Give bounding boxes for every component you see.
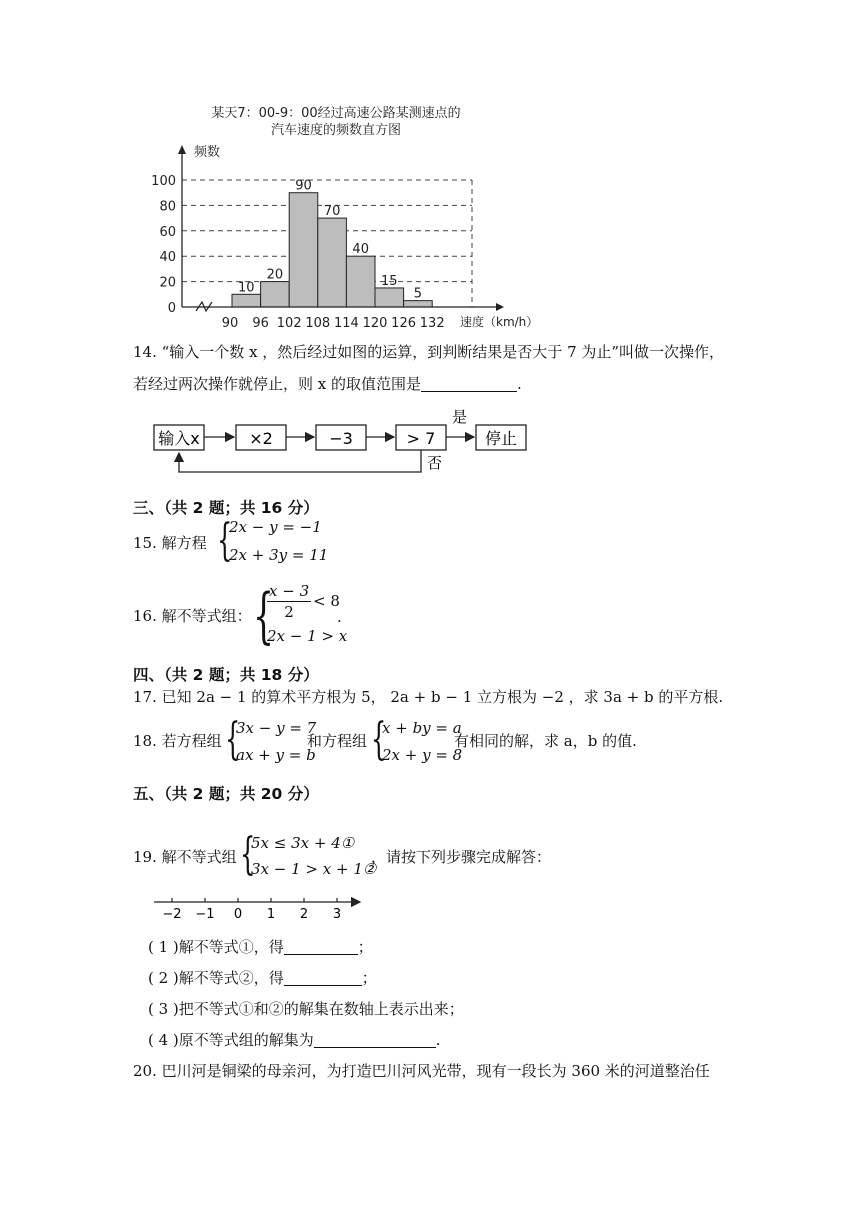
q15-label	[133, 533, 207, 553]
q16-period: .	[337, 608, 342, 626]
q14-answer-blank[interactable]	[421, 375, 517, 392]
q19-pre-text: 解不等式组	[161, 848, 237, 866]
number-line-label: 1	[266, 907, 276, 922]
q19-step1-text: ( 1 )解不等式①，得	[148, 938, 284, 956]
flow-no-label: 否	[427, 454, 443, 472]
q15-text: 解方程	[161, 534, 207, 552]
q19-step4-blank[interactable]	[314, 1031, 436, 1048]
x-tick-label: 126	[391, 316, 417, 331]
q14-number: 14.	[133, 343, 157, 361]
q15-eq2: 2x + 3y = 11	[229, 546, 329, 564]
q20	[133, 1061, 710, 1081]
q19-eq1: 5x ≤ 3x + 4①	[251, 834, 355, 852]
q18-number: 18.	[133, 732, 157, 750]
number-line-label: 3	[332, 907, 342, 922]
q16-fraction-denominator: 2	[284, 603, 294, 621]
q15-brace: {	[217, 515, 233, 566]
q19-step2	[148, 968, 377, 988]
number-line-label: −2	[162, 907, 182, 922]
q19-eq2: 3x − 1 > x + 1②	[251, 860, 377, 878]
number-line-label: 0	[233, 907, 243, 922]
histogram-bar	[318, 218, 347, 307]
x-tick-label: 132	[419, 316, 445, 331]
q14-line1	[133, 342, 724, 362]
axis-break-mark	[196, 302, 212, 311]
q17-text: 已知 2a − 1 的算术平方根为 5， 2a + b − 1 立方根为 −2 ，求 3a + b 的平方根.	[161, 688, 724, 706]
q16-ineq1-rest: < 8	[313, 592, 340, 610]
chart-title-line2: 汽车速度的频数直方图	[270, 123, 402, 138]
flow-subtract-label: −3	[329, 429, 353, 448]
q18-sys2-eq1: x + by = a	[382, 719, 462, 737]
bar-value-label: 10	[238, 280, 255, 296]
number-line-label: 2	[299, 907, 309, 922]
q18-brace-1: {	[225, 714, 241, 765]
flow-arrow-loop	[179, 450, 421, 472]
q18-sys1-eq1: 3x − y = 7	[236, 719, 317, 737]
q19-step1-blank[interactable]	[284, 938, 358, 955]
bar-value-label: 15	[381, 273, 398, 289]
q15-eq1: 2x − y = −1	[229, 518, 322, 536]
section-3-heading: 三、（共 2 题；共 16 分）	[133, 499, 319, 517]
x-tick-label: 102	[276, 316, 302, 331]
q14-line2	[133, 374, 522, 394]
q18-post-text: 有相同的解，求 a，b 的值.	[454, 732, 637, 750]
q16-number: 16.	[133, 607, 157, 625]
q17	[133, 687, 723, 707]
y-tick-label: 100	[151, 174, 176, 189]
q16-fraction-numerator: x − 3	[269, 582, 310, 600]
q18-pre-text: 若方程组	[161, 732, 222, 750]
q19-step4-text: ( 4 )原不等式组的解集为	[148, 1031, 314, 1049]
y-tick-label: 80	[159, 199, 176, 215]
bar-value-label: 5	[413, 286, 423, 302]
q18-sys2-eq2: 2x + y = 8	[382, 746, 463, 764]
q19-post-text: ，请按下列步骤完成解答：	[371, 848, 552, 866]
q19-step2-blank[interactable]	[284, 969, 362, 986]
q20-number: 20.	[133, 1062, 157, 1080]
q18-mid-text: 和方程组	[307, 732, 368, 750]
chart-title-line1: 某天7：00-9：00经过高速公路某测速点的	[211, 106, 461, 121]
bar-value-label: 40	[352, 242, 369, 258]
q15-number: 15.	[133, 534, 157, 552]
flow-stop-label: 停止	[484, 429, 518, 448]
chart-x-axis-label: 速度（km/h）	[460, 315, 539, 329]
q16-text: 解不等式组：	[161, 607, 252, 625]
q19-step1-semicolon: ；	[357, 938, 373, 956]
histogram-bar	[289, 193, 318, 307]
bar-value-label: 70	[323, 204, 341, 220]
y-tick-label: 60	[159, 224, 176, 240]
operation-flowchart	[148, 406, 538, 481]
number-line-label: −1	[195, 907, 215, 922]
flow-input-label: 输入x	[158, 429, 200, 448]
frequency-histogram	[140, 100, 560, 335]
q14-text-line1: “输入一个数 x ，然后经过如图的运算，到判断结果是否大于 7 为止”叫做一次操作，	[161, 343, 725, 361]
flow-yes-label: 是	[452, 408, 468, 426]
section-4-heading: 四、（共 2 题；共 18 分）	[133, 666, 319, 684]
y-tick-label: 20	[159, 275, 176, 291]
q19-step1	[148, 937, 373, 957]
q19-brace: {	[240, 829, 256, 880]
q19-step2-semicolon: ；	[361, 969, 377, 987]
y-tick-label: 40	[159, 250, 176, 266]
q17-number: 17.	[133, 688, 157, 706]
x-tick-label: 120	[362, 316, 388, 331]
q19-step4-period: .	[435, 1031, 441, 1049]
q18-sys1-eq2: ax + y = b	[236, 746, 316, 764]
q19-label	[133, 847, 237, 867]
histogram-bar	[346, 256, 375, 307]
q16-ineq2: 2x − 1 > x	[267, 627, 348, 645]
bar-value-label: 90	[295, 178, 312, 194]
y-tick-label: 0	[167, 301, 176, 316]
x-tick-label: 96	[252, 316, 269, 331]
q20-text: 巴川河是铜梁的母亲河，为打造巴川河风光带，现有一段长为 360 米的河道整治任	[161, 1062, 710, 1080]
q14-text-line2: 若经过两次操作就停止，则 x 的取值范围是	[133, 375, 421, 393]
q14-period: .	[517, 375, 522, 393]
chart-y-axis-label: 频数	[194, 145, 221, 160]
q18-brace-2: {	[371, 714, 387, 765]
q19-step3: ( 3 )把不等式①和②的解集在数轴上表示出来；	[148, 1000, 464, 1018]
x-tick-label: 108	[305, 316, 331, 331]
q19-number: 19.	[133, 848, 157, 866]
histogram-bar	[232, 294, 261, 307]
histogram-bar	[375, 288, 404, 307]
q16-brace: {	[253, 581, 275, 651]
flow-multiply-label: ×2	[249, 429, 273, 448]
x-tick-label: 114	[333, 316, 359, 331]
x-axis-arrow	[496, 303, 504, 311]
flow-judge-label: > 7	[406, 429, 436, 448]
q16-label	[133, 606, 252, 626]
q18-label	[133, 731, 222, 751]
section-5-heading: 五、（共 2 题；共 20 分）	[133, 785, 319, 803]
x-tick-label: 90	[221, 316, 239, 331]
q16-fraction	[267, 581, 311, 622]
q19-step4	[148, 1030, 441, 1050]
q19-step2-text: ( 2 )解不等式②，得	[148, 969, 284, 987]
histogram-bar	[261, 282, 290, 307]
number-line[interactable]	[148, 890, 368, 924]
y-axis-arrow	[178, 145, 186, 154]
bar-value-label: 20	[266, 267, 284, 283]
